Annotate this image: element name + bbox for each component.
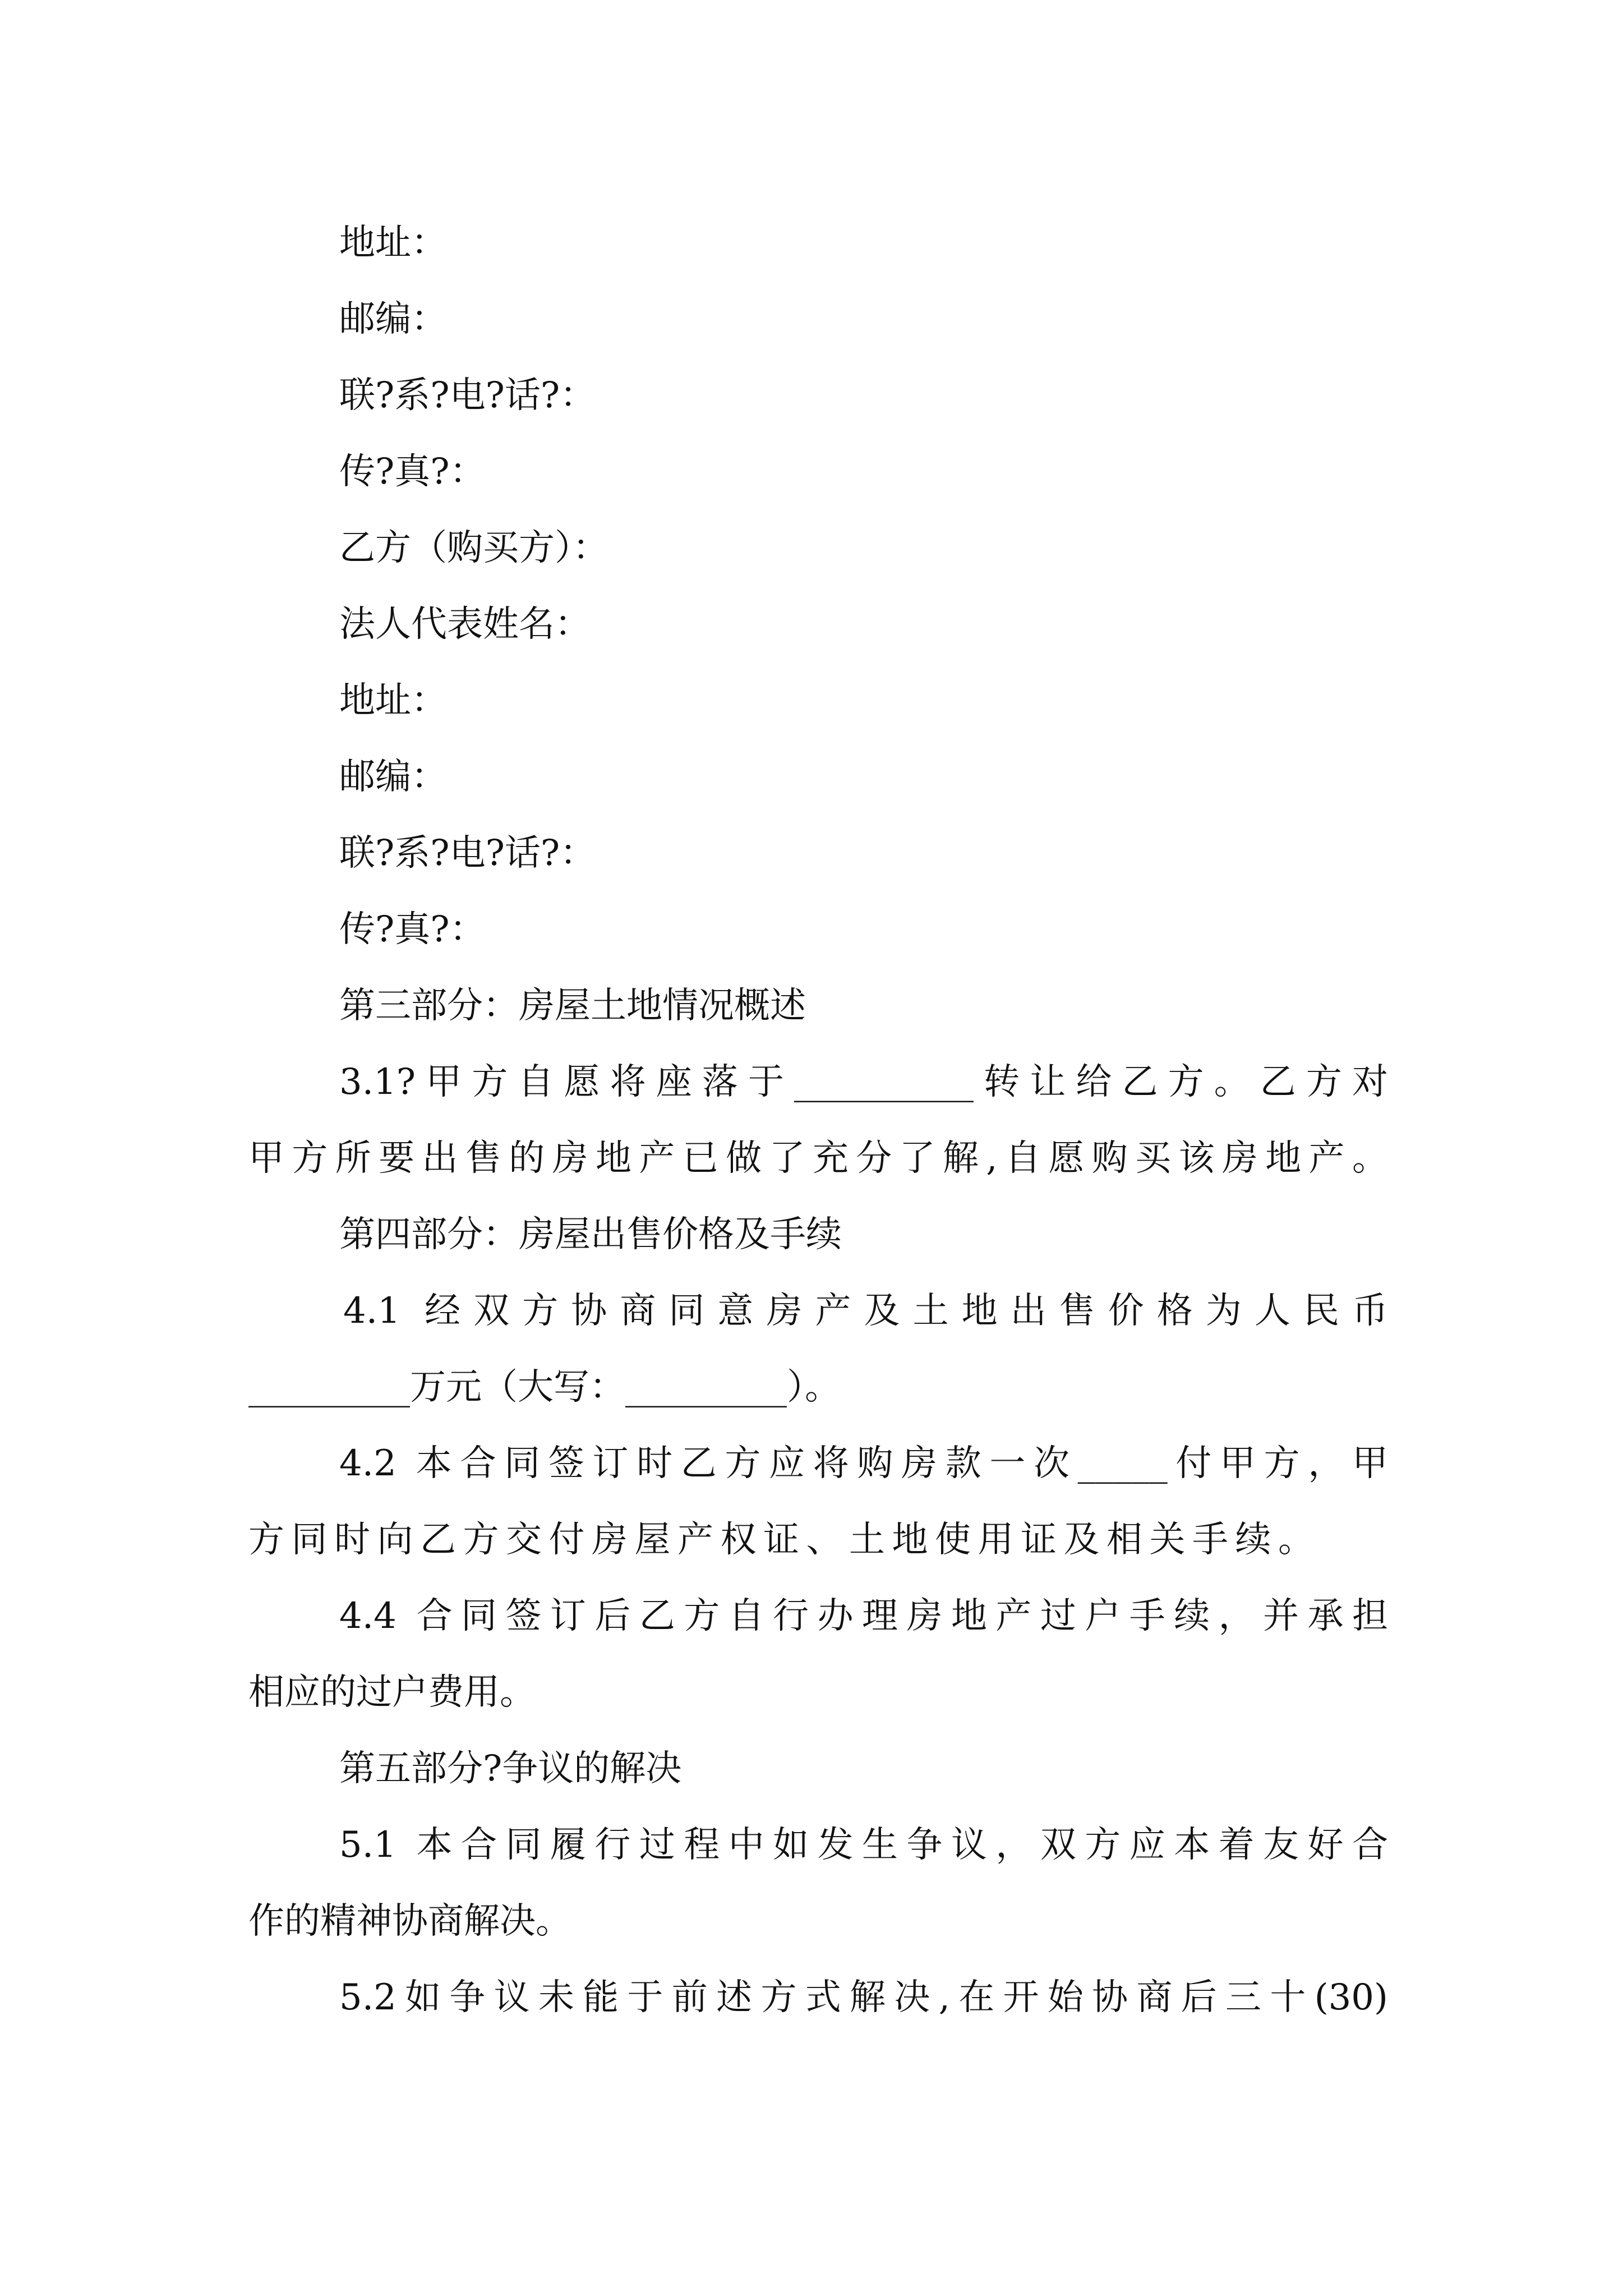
part4-heading: 第四部分：房屋出售价格及手续 xyxy=(339,1214,842,1255)
part5-heading: 第五部分?争议的解决 xyxy=(339,1748,682,1789)
clause-4-1-line1: 4.1 经双方协商同意房产及土地出售价格为人民币 xyxy=(343,1290,1388,1332)
clause-4-1-line2: _________万元（大写：_________）。 xyxy=(248,1366,841,1408)
clause-3-1-line1: 3.1?甲方自愿将座落于__________转让给乙方。乙方对 xyxy=(339,1061,1388,1103)
clause-5-1-line2: 作的精神协商解决。 xyxy=(248,1901,571,1942)
clause-5-1-line1: 5.1 本合同履行过程中如发生争议，双方应本着友好合 xyxy=(339,1824,1388,1866)
party-a-fax-label: 传?真?： xyxy=(339,451,486,493)
party-b-address-label: 地址： xyxy=(339,680,447,721)
clause-4-4-line1: 4.4 合同签订后乙方自行办理房地产过户手续，并承担 xyxy=(339,1595,1388,1637)
clause-4-2-line2: 方同时向乙方交付房屋产权证、土地使用证及相关手续。 xyxy=(248,1519,1314,1561)
party-b-phone-label: 联?系?电?话?： xyxy=(339,832,596,874)
party-a-phone-label: 联?系?电?话?： xyxy=(339,375,596,416)
party-a-address-label: 地址： xyxy=(339,222,447,264)
clause-4-2-line1: 4.2 本合同签订时乙方应将购房款一次_____付甲方，甲 xyxy=(339,1443,1388,1484)
clause-4-4-line2: 相应的过户费用。 xyxy=(248,1672,536,1713)
party-a-postcode-label: 邮编： xyxy=(339,298,447,340)
clause-5-2-line1: 5.2如争议未能于前述方式解决,在开始协商后三十(30) xyxy=(339,1977,1388,2018)
party-b-heading: 乙方（购买方）： xyxy=(339,527,608,569)
party-b-legal-rep-label: 法人代表姓名： xyxy=(339,604,591,645)
part3-heading: 第三部分：房屋土地情况概述 xyxy=(339,985,806,1027)
party-b-fax-label: 传?真?： xyxy=(339,909,486,950)
clause-3-1-line2: 甲方所要出售的房地产已做了充分了解,自愿购买该房地产。 xyxy=(248,1138,1388,1179)
party-b-postcode-label: 邮编： xyxy=(339,756,447,798)
